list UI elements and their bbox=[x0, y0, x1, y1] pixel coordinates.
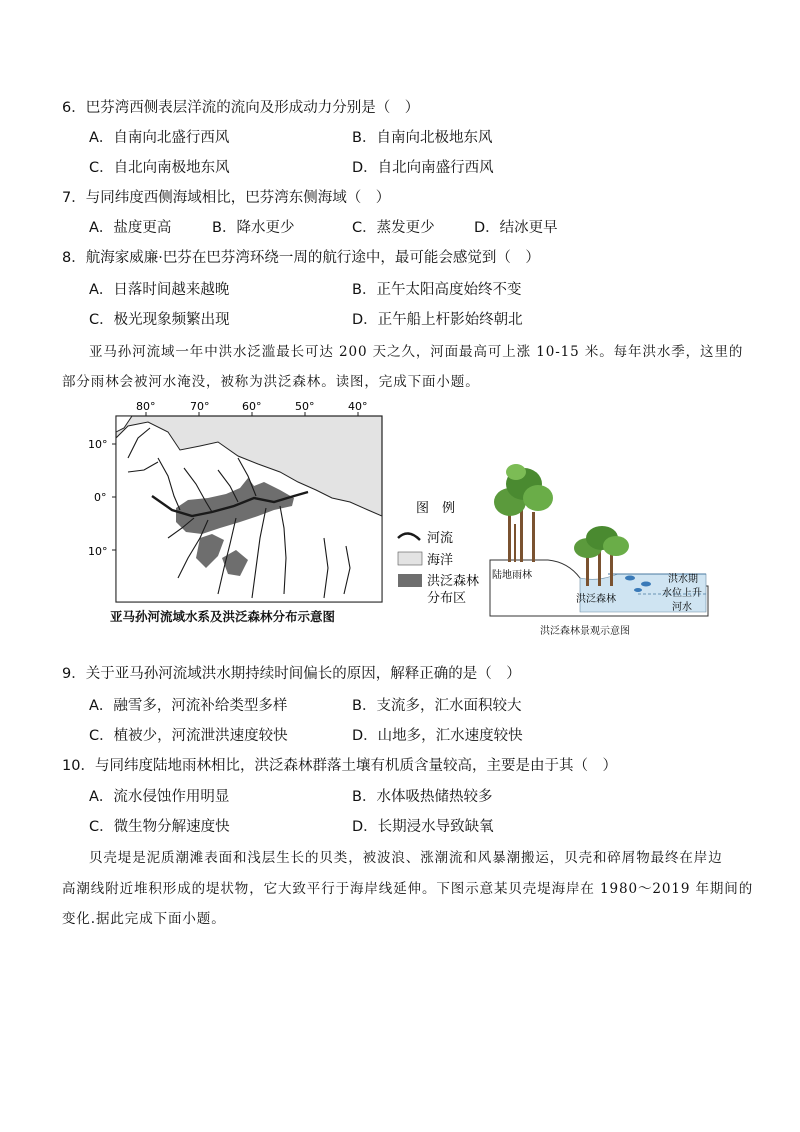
lon-label-70: 70° bbox=[190, 400, 210, 413]
q6-option-c[interactable]: C．自北向南极地东风 bbox=[89, 160, 230, 176]
q9-option-d[interactable]: D．山地多，汇水速度较快 bbox=[352, 728, 523, 744]
q10-stem: 10．与同纬度陆地雨林相比，洪泛森林群落土壤有机质含量较高，主要是由于其（ ） bbox=[62, 758, 617, 774]
q9-option-b[interactable]: B．支流多，汇水面积较大 bbox=[352, 698, 522, 714]
q8-option-a[interactable]: A．日落时间越来越晚 bbox=[89, 282, 230, 298]
q7-option-c[interactable]: C．蒸发更少 bbox=[352, 220, 435, 236]
passage1-line2: 部分雨林会被河水淹没，被称为洪泛森林。读图，完成下面小题。 bbox=[62, 374, 480, 390]
legend-ocean-swatch bbox=[398, 552, 422, 565]
q7-stem: 7．与同纬度西侧海域相比，巴芬湾东侧海域（ ） bbox=[62, 190, 391, 206]
map-legend bbox=[396, 494, 496, 606]
rainforest-trees bbox=[494, 464, 553, 562]
lon-label-40: 40° bbox=[348, 400, 368, 413]
q7-option-b[interactable]: B．降水更少 bbox=[212, 220, 295, 236]
q6-stem: 6．巴芬湾西侧表层洋流的流向及形成动力分别是（ ） bbox=[62, 100, 420, 116]
legend-river-label: 河流 bbox=[427, 531, 454, 546]
q10-option-b[interactable]: B．水体吸热储热较多 bbox=[352, 789, 493, 805]
q10-option-a[interactable]: A．流水侵蚀作用明显 bbox=[89, 789, 230, 805]
passage2-line1: 贝壳堤是泥质潮滩表面和浅层生长的贝类，被波浪、涨潮流和风暴潮搬运，贝壳和碎屑物最终在岸边 bbox=[89, 850, 723, 866]
landscape-caption: 洪泛森林景观示意图 bbox=[540, 626, 630, 637]
amazon-basin-map bbox=[88, 398, 388, 604]
lon-label-80: 80° bbox=[136, 400, 156, 413]
lon-label-50: 50° bbox=[295, 400, 315, 413]
lon-label-60: 60° bbox=[242, 400, 262, 413]
q7-option-a[interactable]: A．盐度更高 bbox=[89, 220, 172, 236]
legend-forest-label: 洪泛森林 bbox=[427, 574, 480, 589]
q6-option-b[interactable]: B．自南向北极地东风 bbox=[352, 130, 493, 146]
legend-forest-label-2: 分布区 bbox=[427, 591, 467, 606]
legend-ocean-label: 海洋 bbox=[427, 553, 454, 568]
q10-option-c[interactable]: C．微生物分解速度快 bbox=[89, 819, 230, 835]
lat-label-10n: 10° bbox=[88, 438, 108, 451]
passage1-line1: 亚马孙河流域一年中洪水泛滥最长可达 200 天之久，河面最高可上涨 10-15 米。每年洪水季，这里的 bbox=[89, 344, 744, 360]
legend-title: 图 例 bbox=[416, 501, 456, 516]
lat-label-0: 0° bbox=[94, 491, 107, 504]
q8-option-b[interactable]: B．正午太阳高度始终不变 bbox=[352, 282, 522, 298]
label-river-water: 河水 bbox=[672, 602, 692, 613]
q8-option-c[interactable]: C．极光现象频繁出现 bbox=[89, 312, 230, 328]
label-water-rise: 水位上升 bbox=[662, 588, 702, 599]
map-caption: 亚马孙河流域水系及洪泛森林分布示意图 bbox=[110, 609, 336, 624]
passage2-line2: 高潮线附近堆积形成的堤状物，它大致平行于海岸线延伸。下图示意某贝壳堤海岸在 1980～2019 年期间的 bbox=[62, 881, 754, 897]
q8-stem: 8．航海家威廉·巴芬在巴芬湾环绕一周的航行途中，最可能会感觉到（ ） bbox=[62, 250, 540, 266]
label-flood-forest: 洪泛森林 bbox=[576, 594, 616, 605]
q7-option-d[interactable]: D．结冰更早 bbox=[474, 220, 558, 236]
passage2-line3: 变化.据此完成下面小题。 bbox=[62, 911, 226, 927]
q6-option-a[interactable]: A．自南向北盛行西风 bbox=[89, 130, 230, 146]
q6-option-d[interactable]: D．自北向南盛行西风 bbox=[352, 160, 494, 176]
flood-forest-landscape bbox=[488, 462, 710, 622]
q10-option-d[interactable]: D．长期浸水导致缺氧 bbox=[352, 819, 494, 835]
legend-river-symbol bbox=[398, 533, 420, 540]
label-flood-period: 洪水期 bbox=[668, 574, 698, 585]
q9-option-a[interactable]: A．融雪多，河流补给类型多样 bbox=[89, 698, 288, 714]
lat-label-10s: 10° bbox=[88, 545, 108, 558]
q9-stem: 9．关于亚马孙河流域洪水期持续时间偏长的原因，解释正确的是（ ） bbox=[62, 666, 521, 682]
q9-option-c[interactable]: C．植被少，河流泄洪速度较快 bbox=[89, 728, 288, 744]
q8-option-d[interactable]: D．正午船上杆影始终朝北 bbox=[352, 312, 523, 328]
legend-forest-swatch bbox=[398, 574, 422, 587]
label-rainforest: 陆地雨林 bbox=[492, 570, 532, 581]
